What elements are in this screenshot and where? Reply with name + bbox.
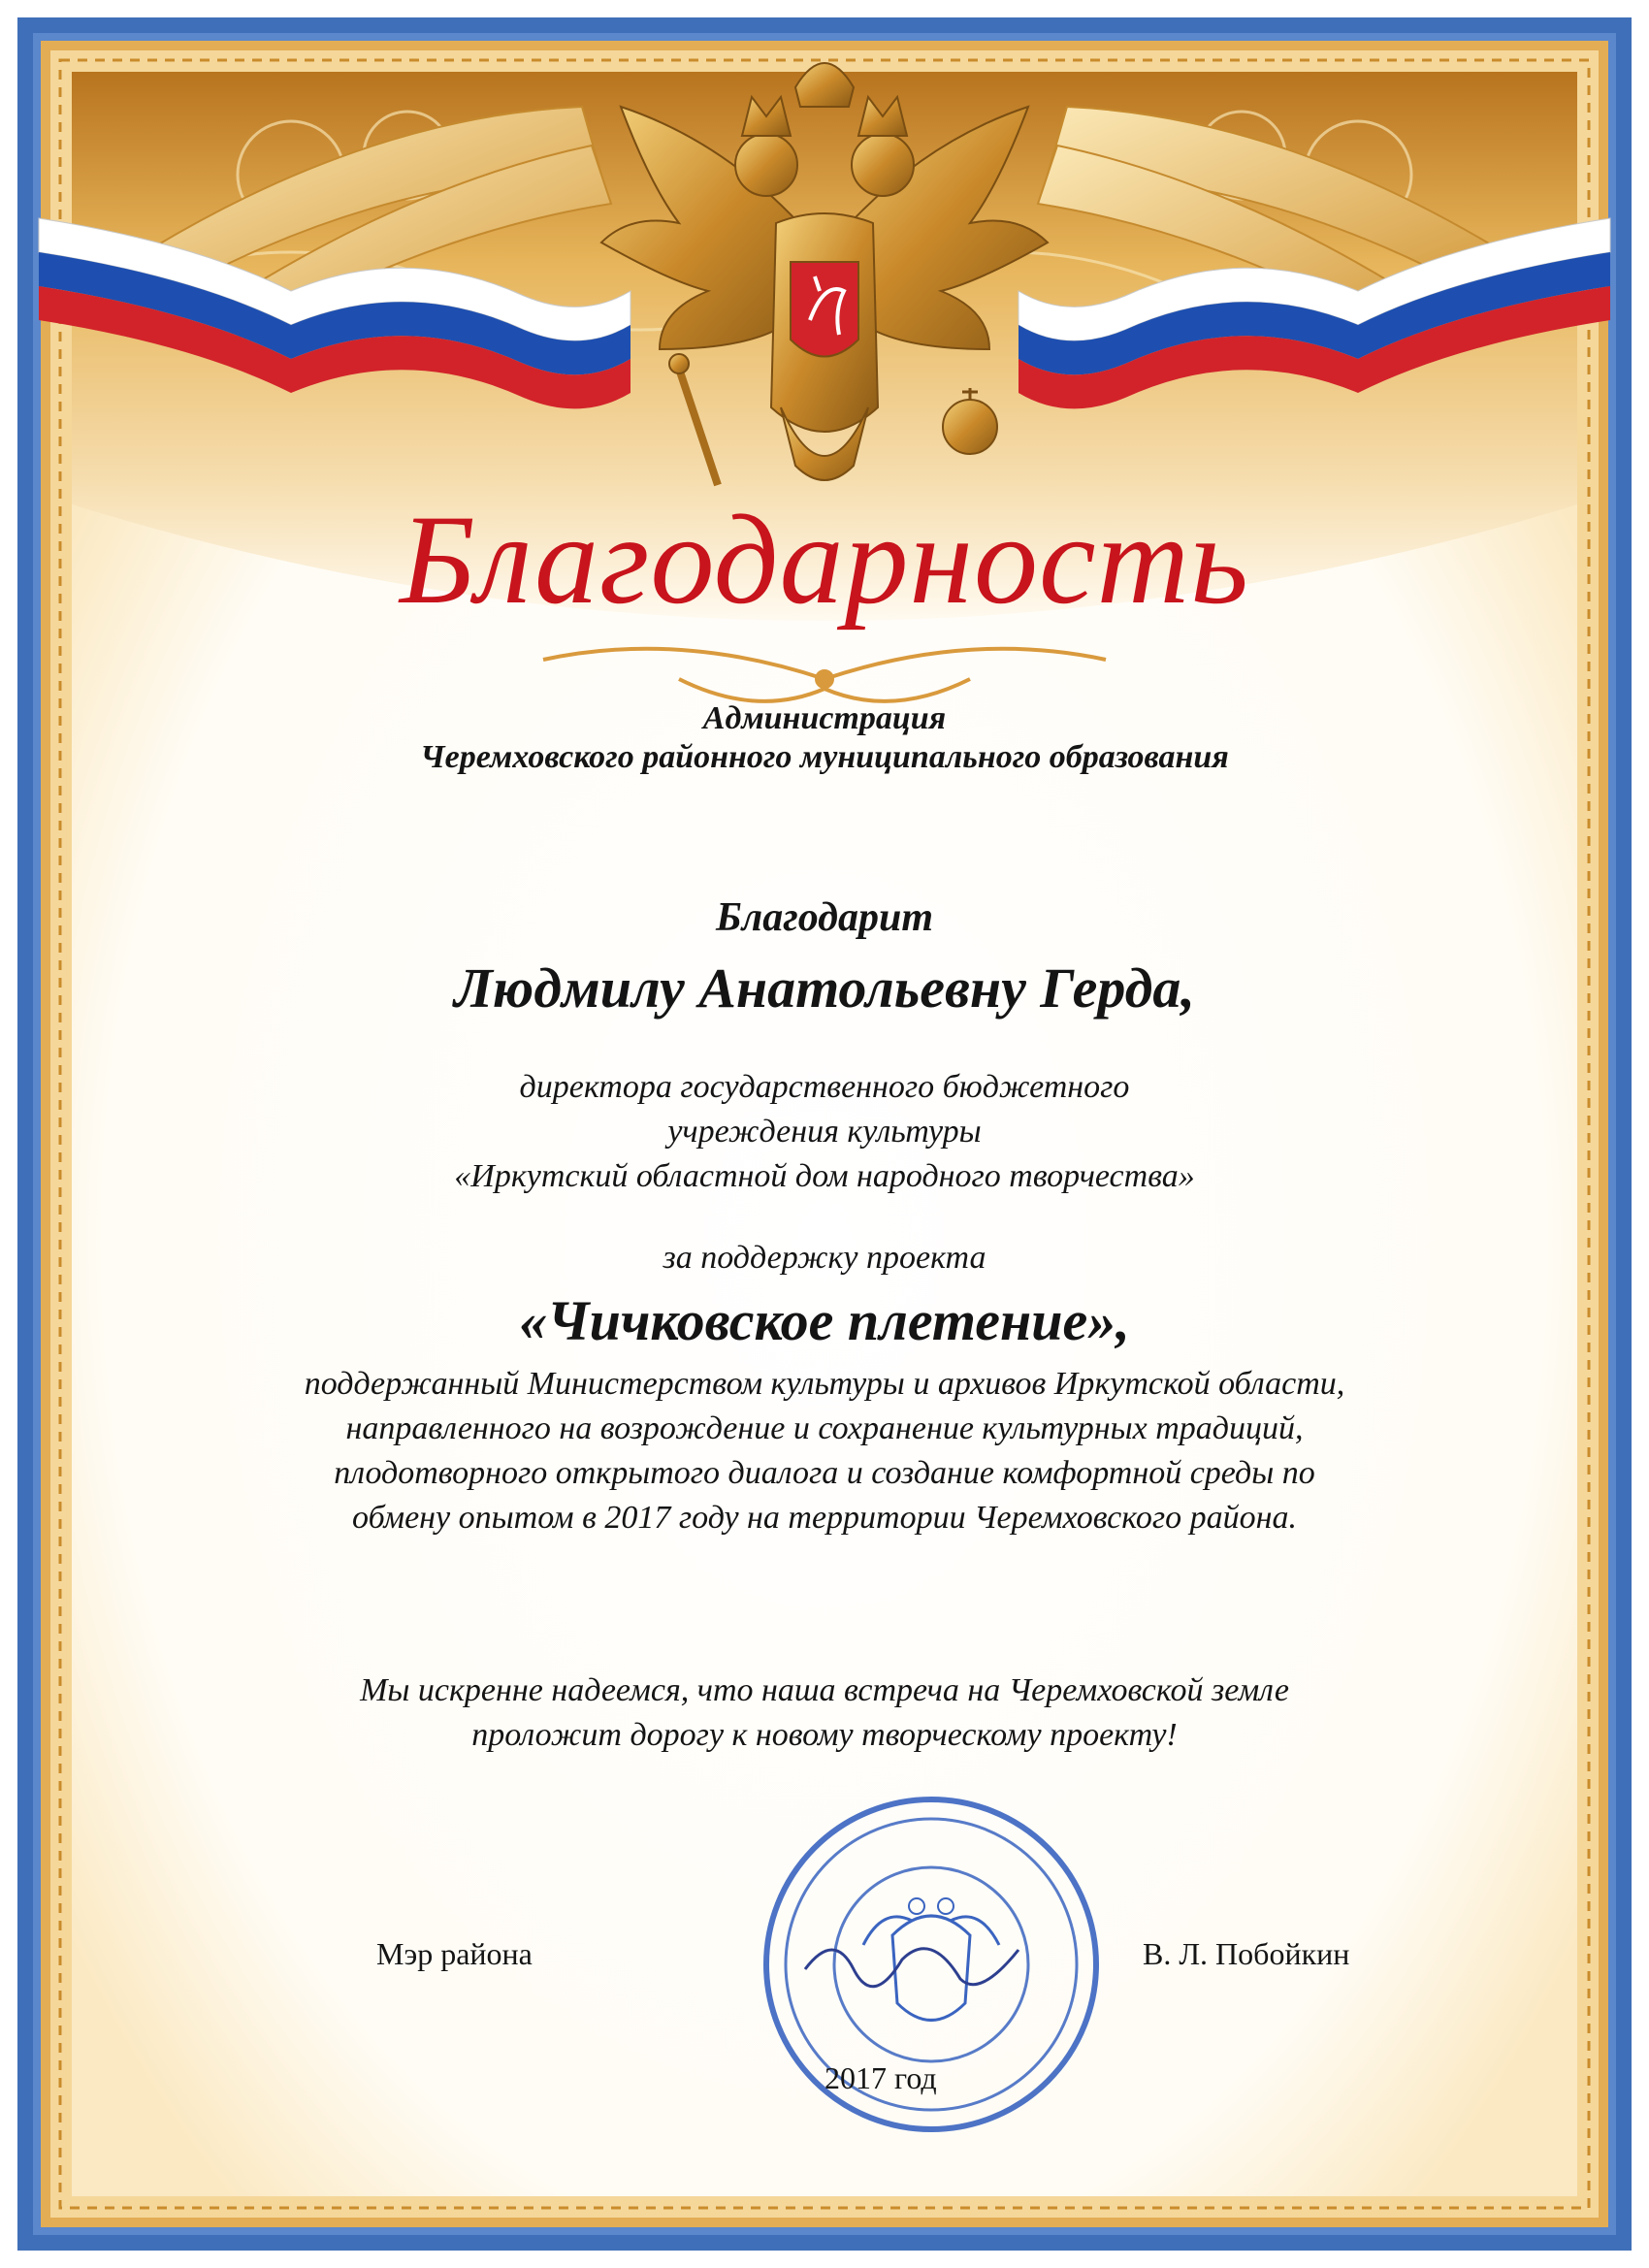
- description-line-4: обмену опытом в 2017 году на территории Черемховского района.: [352, 1500, 1297, 1536]
- position-line-3: «Иркутский областной дом народного творчества»: [454, 1158, 1195, 1194]
- issuer-line-2: Черемховского районного муниципального образования: [420, 739, 1229, 775]
- recipient-name: Людмилу Анатольевну Герда,: [454, 956, 1195, 1020]
- project-name: «Чичковское плетение»,: [519, 1289, 1130, 1352]
- thanks-heading: Благодарит: [715, 895, 934, 940]
- description-line-3: плодотворного открытого диалога и создание комфортной среды по: [334, 1455, 1315, 1491]
- signatory-title: Мэр района: [376, 1936, 533, 1971]
- wish-line-1: Мы искренне надеемся, что наша встреча на Черемховской земле: [360, 1672, 1289, 1708]
- position-line-2: учреждения культуры: [667, 1114, 982, 1150]
- certificate-title: Благодарность: [399, 488, 1250, 631]
- issuer-line-1: Администрация: [702, 700, 947, 736]
- position-line-1: директора государственного бюджетного: [519, 1069, 1130, 1105]
- for-line: за поддержку проекта: [663, 1240, 986, 1276]
- description-line-2: направленного на возрождение и сохранение культурных традиций,: [345, 1410, 1304, 1446]
- wish-line-2: проложит дорогу к новому творческому проекту!: [471, 1717, 1178, 1753]
- description-line-1: поддержанный Министерством культуры и архивов Иркутской области,: [304, 1366, 1345, 1402]
- year-line: 2017 год: [824, 2060, 937, 2095]
- signatory-name: В. Л. Побойкин: [1143, 1936, 1350, 1971]
